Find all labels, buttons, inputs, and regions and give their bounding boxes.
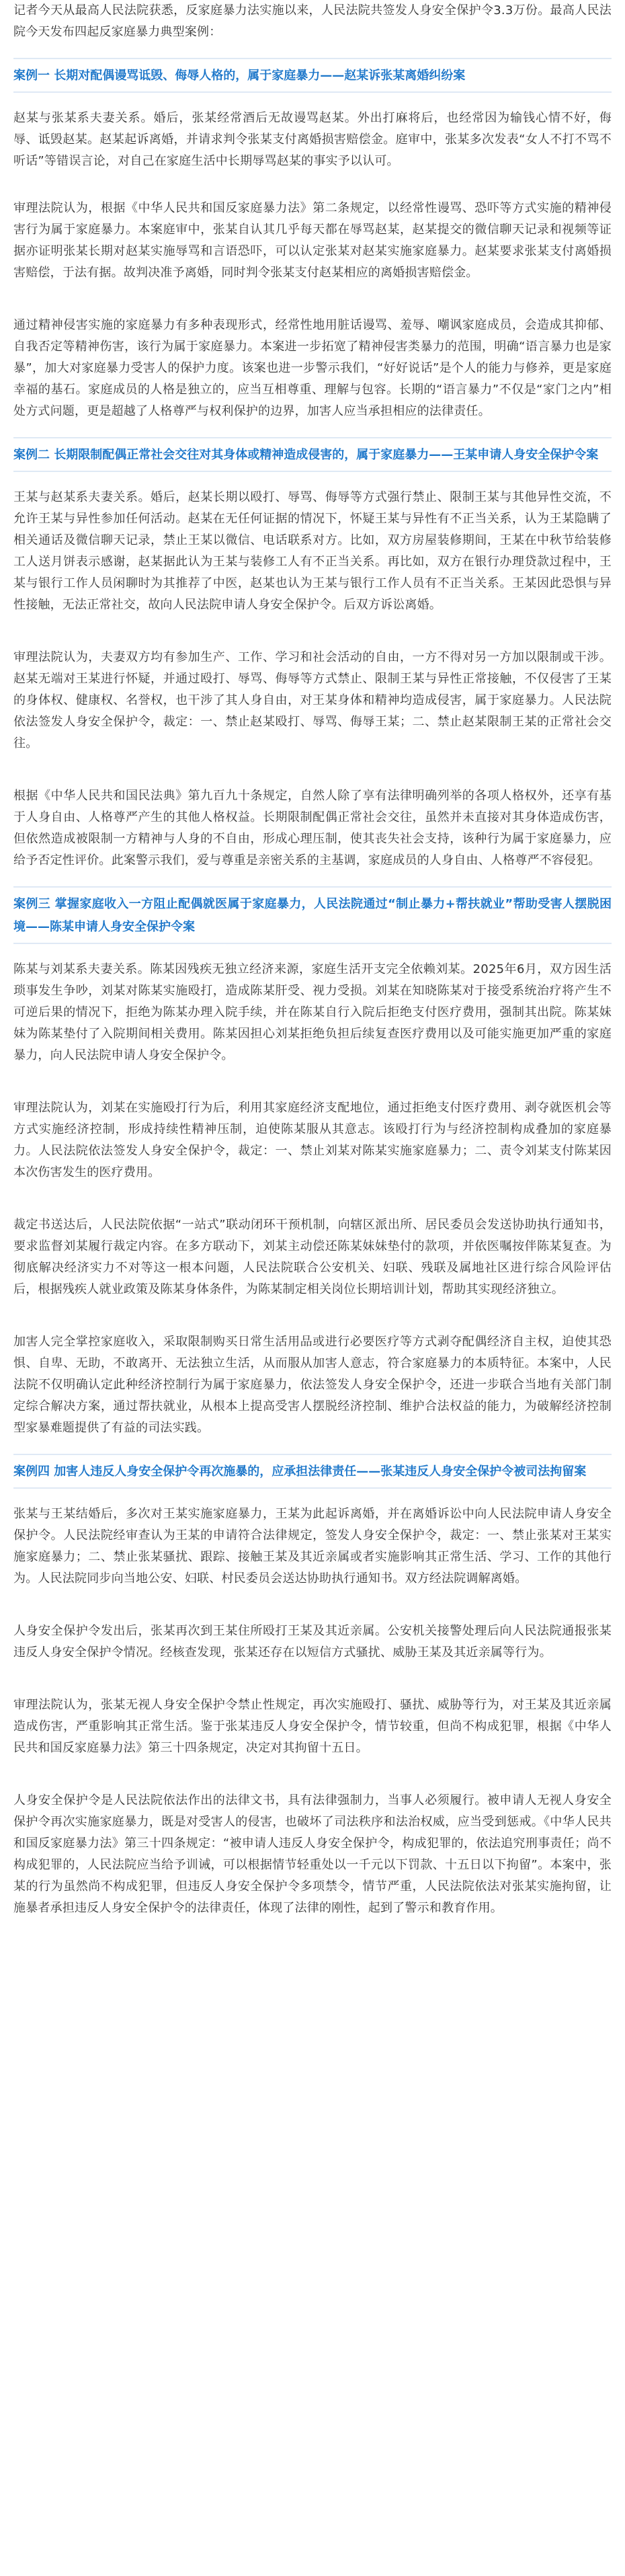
case-4-paragraph-4: 人身安全保护令是人民法院依法作出的法律文书，具有法律强制力，当事人必须履行。被申请人无视人身安全保护令再次实施家庭暴力，既是对受害人的侵害，也破坏了司法秩序和法治权威，应当受到惩戒。《中华人民共和国反家庭暴力法》第三十四条规定：“被申请人违反人身安全保护令，构成犯罪的，依法追究刑事责任；尚不构成犯罪的，人民法院应当给予训诫，可以根据情节轻重处以一千元以下罚款、十五日以下拘留”。本案中，张某的行为虽然尚不构成犯罪，但违反人身安全保护令多项禁令，情节严重，人民法院依法对张某实施拘留，让施暴者承担违反人身安全保护令的法律责任，体现了法律的刚性，起到了警示和教育作用。 xyxy=(13,1793,612,1915)
case-4-paragraph-3: 审理法院认为，张某无视人身安全保护令禁止性规定，再次实施殴打、骚扰、威胁等行为，对王某及其近亲属造成伤害，严重影响其正常生活。鉴于张某违反人身安全保护令，情节较重，但尚不构成犯罪，根据《中华人民共和国反家庭暴力法》第三十四条规定，决定对其拘留十五日。 xyxy=(13,1698,612,1755)
case-1-paragraph-3: 通过精神侵害实施的家庭暴力有多种表现形式，经常性地用脏话谩骂、羞辱、嘲讽家庭成员，会造成其抑郁、自我否定等精神伤害，该行为属于家庭暴力。本案进一步拓宽了精神侵害类暴力的范围，明确“语言暴力也是家暴”，加大对家庭暴力受害人的保护力度。该案也进一步警示我们，“好好说话”是个人的能力与修养，更是家庭幸福的基石。家庭成员的人格是独立的，应当互相尊重、理解与包容。长期的“语言暴力”不仅是“家门之内”相处方式问题，更是超越了人格尊严与权利保护的边界，加害人应当承担相应的法律责任。 xyxy=(13,318,612,418)
case-3-paragraph-3: 裁定书送达后，人民法院依据“一站式”联动闭环干预机制，向辖区派出所、居民委员会发送协助执行通知书，要求监督刘某履行裁定内容。在多方联动下，刘某主动偿还陈某妹妹垫付的款项，并依医嘱按伴陈某复查。为彻底解决经济实力不对等这一根本问题，人民法院联合公安机关、妇联、残联及属地社区进行综合风险评估后，根据残疾人就业政策及陈某身体条件，为陈某制定相关岗位长期培训计划，帮助其实现经济独立。 xyxy=(13,1218,612,1296)
case-2-paragraph-1: 王某与赵某系夫妻关系。婚后，赵某长期以殴打、辱骂、侮辱等方式强行禁止、限制王某与其他异性交流，不允许王某与异性参加任何活动。赵某在无任何证据的情况下，怀疑王某与异性有不正当关系，认为王某隐瞒了相关通话及微信聊天记录，禁止王某以微信、电话联系对方。比如，双方房屋装修期间，王某在中秋节给装修工人送月饼表示感谢，赵某据此认为王某与装修工人有不正当关系。再比如，双方在银行办理贷款过程中，王某与银行工作人员闲聊时为其推荐了中医，赵某也认为王某与银行工作人员有不正当关系。王某因此恐惧与异性接触，无法正常社交，故向人民法院申请人身安全保护令。后双方诉讼离婚。 xyxy=(13,490,612,612)
case-2-paragraph-3: 根据《中华人民共和国民法典》第九百九十条规定，自然人除了享有法律明确列举的各项人格权外，还享有基于人身自由、人格尊严产生的其他人格权益。长期限制配偶正常社会交往，虽然并未直接对其身体造成伤害，但依然造成被限制一方精神与人身的不自由，形成心理压制，使其丧失社会支持，该种行为属于家庭暴力，应给予否定性评价。此案警示我们，爱与尊重是亲密关系的主基调，家庭成员的人身自由、人格尊严不容侵犯。 xyxy=(13,789,612,867)
case-1-paragraph-1: 赵某与张某系夫妻关系。婚后，张某经常酒后无故谩骂赵某。外出打麻将后，也经常因为输钱心情不好，侮辱、诋毁赵某。赵某起诉离婚，并请求判令张某支付离婚损害赔偿金。庭审中，张某多次发表“女人不打不骂不听话”等错误言论，对自己在家庭生活中长期辱骂赵某的事实予以认可。 xyxy=(13,111,612,168)
case-4-paragraph-1: 张某与王某结婚后，多次对王某实施家庭暴力，王某为此起诉离婚，并在离婚诉讼中向人民法院申请人身安全保护令。人民法院经审查认为王某的申请符合法律规定，签发人身安全保护令，裁定：一、禁止张某对王某实施家庭暴力；二、禁止张某骚扰、跟踪、接触王某及其近亲属或者实施影响其正常生活、学习、工作的其他行为。人民法院同步向当地公安、妇联、村民委员会送达协助执行通知书。双方经法院调解离婚。 xyxy=(13,1507,612,1586)
case-3-paragraph-4: 加害人完全掌控家庭收入，采取限制购买日常生活用品或进行必要医疗等方式剥夺配偶经济自主权，迫使其恐惧、自卑、无助，不敢离开、无法独立生活，从而服从加害人意志，符合家庭暴力的本质特征。本案中，人民法院不仅明确认定此种经济控制行为属于家庭暴力，依法签发人身安全保护令，还进一步联合当地有关部门制定综合解决方案，通过帮扶就业，从根本上提高受害人摆脱经济控制、维护合法权益的能力，为破解经济控制型家暴难题提供了有益的司法实践。 xyxy=(13,1335,612,1435)
intro-paragraph: 记者今天从最高人民法院获悉，反家庭暴力法实施以来，人民法院共签发人身安全保护令3.3万份。最高人民法院今天发布四起反家庭暴力典型案例： xyxy=(13,3,612,39)
case-1-heading-block xyxy=(13,58,612,93)
case-1-heading: 案例一 长期对配偶谩骂诋毁、侮辱人格的，属于家庭暴力——赵某诉张某离婚纠纷案 xyxy=(13,69,466,83)
case-1-paragraph-2: 审理法院认为，根据《中华人民共和国反家庭暴力法》第二条规定，以经常性谩骂、恐吓等方式实施的精神侵害行为属于家庭暴力。本案庭审中，张某自认其几乎每天都在辱骂赵某，赵某提交的微信聊天记录和视频等证据亦证明张某长期对赵某实施辱骂和言语恐吓，可以认定张某对赵某实施家庭暴力。赵某要求张某支付离婚损害赔偿，于法有据。故判决准予离婚，同时判令张某支付赵某相应的离婚损害赔偿金。 xyxy=(13,201,612,280)
case-4-heading-block xyxy=(13,1454,612,1489)
case-4-paragraph-2: 人身安全保护令发出后，张某再次到王某住所殴打王某及其近亲属。公安机关接警处理后向人民法院通报张某违反人身安全保护令情况。经核查发现，张某还存在以短信方式骚扰、威胁王某及其近亲属等行为。 xyxy=(13,1624,612,1660)
case-3-paragraph-1: 陈某与刘某系夫妻关系。陈某因残疾无独立经济来源，家庭生活开支完全依赖刘某。2025年6月，双方因生活琐事发生争吵，刘某对陈某实施殴打，造成陈某肝受、视力受损。刘某在知晓陈某对于接受系统治疗将产生不可逆后果的情况下，拒绝为陈某办理入院手续，并在陈某自行入院后拒绝支付医疗费用，强制其出院。陈某妹妹为陈某垫付了入院期间相关费用。陈某因担心刘某拒绝负担后续复查医疗费用以及可能实施更加严重的家庭暴力，向人民法院申请人身安全保护令。 xyxy=(13,962,612,1062)
case-2-paragraph-2: 审理法院认为，夫妻双方均有参加生产、工作、学习和社会活动的自由，一方不得对另一方加以限制或干涉。赵某无端对王某进行怀疑，并通过殴打、辱骂、侮辱等方式禁止、限制王某与异性正常接触，不仅侵害了王某的身体权、健康权、名誉权，也干涉了其人身自由，对王某身体和精神均造成侵害，属于家庭暴力。人民法院依法签发人身安全保护令，裁定：一、禁止赵某殴打、辱骂、侮辱王某；二、禁止赵某限制王某的正常社会交往。 xyxy=(13,650,612,750)
case-2-heading: 案例二 长期限制配偶正常社会交往对其身体或精神造成侵害的，属于家庭暴力——王某申请人身安全保护令案 xyxy=(13,448,599,462)
case-4-heading: 案例四 加害人违反人身安全保护令再次施暴的，应承担法律责任——张某违反人身安全保护令被司法拘留案 xyxy=(13,1465,587,1479)
case-2-heading-block xyxy=(13,437,612,472)
case-3-heading-block xyxy=(13,886,612,944)
case-3-heading: 案例三 掌握家庭收入一方阻止配偶就医属于家庭暴力，人民法院通过“制止暴力+帮扶就业”帮助受害人摆脱困境——陈某申请人身安全保护令案 xyxy=(13,897,612,934)
case-3-paragraph-2: 审理法院认为，刘某在实施殴打行为后，利用其家庭经济支配地位，通过拒绝支付医疗费用、剥夺就医机会等方式实施经济控制，形成持续性精神压制，迫使陈某服从其意志。该殴打行为与经济控制构成叠加的家庭暴力。人民法院依法签发人身安全保护令，裁定：一、禁止刘某对陈某实施家庭暴力；二、责令刘某支付陈某因本次伤害发生的医疗费用。 xyxy=(13,1101,612,1179)
